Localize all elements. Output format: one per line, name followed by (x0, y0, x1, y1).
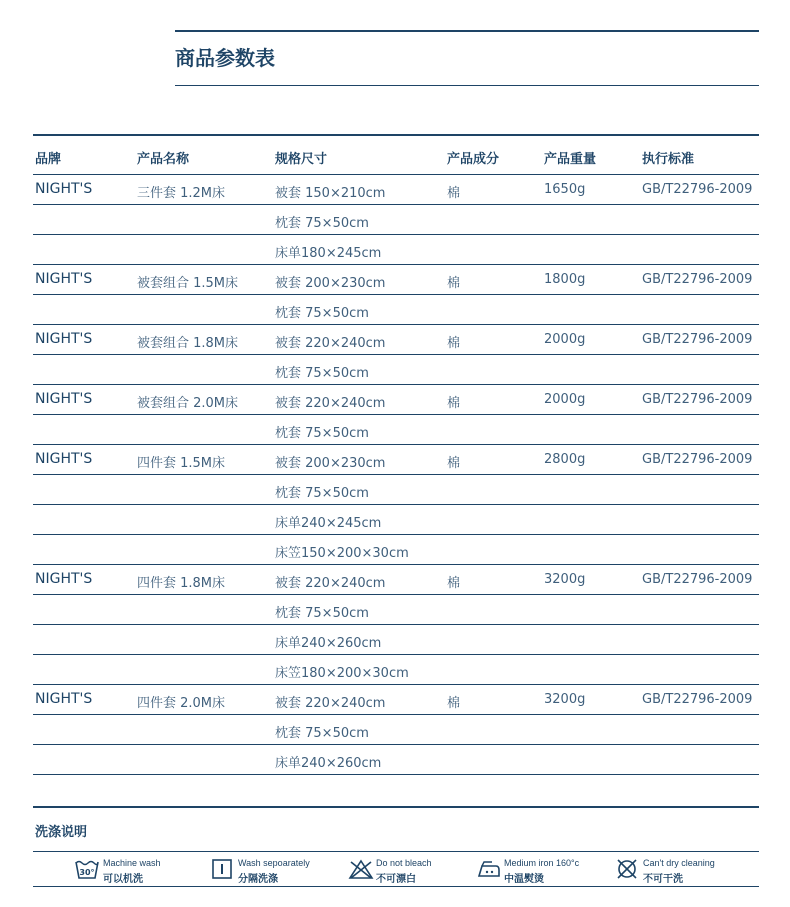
cell-product-name: 三件套 1.2M床 (137, 186, 226, 201)
cell-weight: 2000g (544, 332, 586, 347)
cell-product-name: 被套组合 1.8M床 (137, 336, 239, 351)
cell-size: 被套 220×240cm (275, 696, 386, 711)
cell-weight: 3200g (544, 572, 586, 587)
table-row (33, 685, 759, 715)
cell-brand: NIGHT'S (35, 271, 93, 287)
cell-weight: 2000g (544, 392, 586, 407)
cell-standard: GB/T22796-2009 (642, 332, 753, 347)
cell-size: 被套 200×230cm (275, 456, 386, 471)
cell-standard: GB/T22796-2009 (642, 182, 753, 197)
header-standard: 执行标准 (642, 152, 695, 167)
cell-standard: GB/T22796-2009 (642, 272, 753, 287)
cell-size: 床单240×260cm (275, 756, 382, 771)
cell-product-name: 四件套 1.5M床 (137, 456, 226, 471)
table-row (33, 415, 759, 445)
cell-size: 枕套 75×50cm (275, 366, 369, 381)
wash-zh-label: 中温熨烫 (504, 874, 544, 885)
title-bottom-rule (175, 85, 759, 86)
cell-size: 被套 220×240cm (275, 576, 386, 591)
wash-en-label: Medium iron 160°c (504, 858, 580, 868)
cell-weight: 1800g (544, 272, 586, 287)
cell-size: 枕套 75×50cm (275, 606, 369, 621)
machine-wash-30-icon (75, 858, 99, 880)
wash-title: 洗涤说明 (35, 825, 88, 840)
cell-size: 床笠150×200×30cm (275, 546, 409, 561)
washing-instructions (33, 806, 759, 885)
table-row (33, 535, 759, 565)
wash-en-label: Machine wash (103, 858, 161, 868)
header-brand: 品牌 (35, 152, 62, 167)
header-material: 产品成分 (447, 152, 500, 167)
table-row (33, 235, 759, 265)
no-dry-clean-icon (615, 858, 639, 880)
table-row (33, 295, 759, 325)
do-not-bleach-icon (348, 858, 374, 880)
cell-size: 枕套 75×50cm (275, 726, 369, 741)
cell-material: 棉 (447, 576, 461, 591)
wash-separately-icon (210, 858, 234, 880)
cell-material: 棉 (447, 336, 461, 351)
cell-product-name: 四件套 1.8M床 (137, 576, 226, 591)
table-row (33, 325, 759, 355)
cell-size: 枕套 75×50cm (275, 306, 369, 321)
cell-size: 床单180×245cm (275, 246, 382, 261)
cell-material: 棉 (447, 396, 461, 411)
wash-zh-label: 不可漂白 (376, 874, 416, 885)
cell-product-name: 被套组合 1.5M床 (137, 276, 239, 291)
cell-material: 棉 (447, 696, 461, 711)
page-title: 商品参数表 (175, 46, 275, 70)
wash-top-rule (33, 806, 759, 808)
cell-size: 被套 150×210cm (275, 186, 386, 201)
header-product-name: 产品名称 (137, 152, 190, 167)
cell-size: 床单240×260cm (275, 636, 382, 651)
wash-en-label: Can't dry cleaning (643, 858, 715, 868)
wash-mid-rule (33, 851, 759, 852)
cell-size: 被套 200×230cm (275, 276, 386, 291)
table-row (33, 565, 759, 595)
table-row (33, 475, 759, 505)
wash-en-label: Do not bleach (376, 858, 432, 868)
table-row (33, 175, 759, 205)
cell-brand: NIGHT'S (35, 451, 93, 467)
cell-size: 枕套 75×50cm (275, 486, 369, 501)
cell-material: 棉 (447, 456, 461, 471)
wash-temp-label: 30° (79, 868, 95, 877)
cell-brand: NIGHT'S (35, 391, 93, 407)
cell-weight: 3200g (544, 692, 586, 707)
table-row (33, 505, 759, 535)
cell-weight: 1650g (544, 182, 586, 197)
cell-size: 床笠180×200×30cm (275, 666, 409, 681)
table-body (33, 175, 759, 775)
cell-product-name: 被套组合 2.0M床 (137, 396, 239, 411)
cell-standard: GB/T22796-2009 (642, 692, 753, 707)
table-row (33, 205, 759, 235)
table-row (33, 745, 759, 775)
cell-material: 棉 (447, 276, 461, 291)
cell-brand: NIGHT'S (35, 181, 93, 197)
parameter-table (33, 134, 759, 775)
cell-size: 枕套 75×50cm (275, 426, 369, 441)
cell-standard: GB/T22796-2009 (642, 392, 753, 407)
table-row (33, 265, 759, 295)
cell-weight: 2800g (544, 452, 586, 467)
cell-size: 枕套 75×50cm (275, 216, 369, 231)
wash-zh-label: 不可干洗 (643, 874, 683, 885)
cell-size: 床单240×245cm (275, 516, 382, 531)
wash-zh-label: 可以机洗 (103, 874, 143, 885)
wash-bottom-rule (33, 886, 759, 887)
wash-zh-label: 分隔洗涤 (238, 874, 278, 885)
cell-size: 被套 220×240cm (275, 396, 386, 411)
header-size: 规格尺寸 (275, 152, 328, 167)
medium-iron-icon (476, 858, 502, 880)
table-header (33, 136, 759, 175)
cell-material: 棉 (447, 186, 461, 201)
cell-brand: NIGHT'S (35, 571, 93, 587)
cell-brand: NIGHT'S (35, 331, 93, 347)
cell-size: 被套 220×240cm (275, 336, 386, 351)
cell-product-name: 四件套 2.0M床 (137, 696, 226, 711)
cell-standard: GB/T22796-2009 (642, 572, 753, 587)
cell-brand: NIGHT'S (35, 691, 93, 707)
title-block (175, 30, 759, 72)
wash-en-label: Wash sepoarately (238, 858, 310, 868)
header-weight: 产品重量 (544, 152, 597, 167)
cell-standard: GB/T22796-2009 (642, 452, 753, 467)
title-top-rule (175, 30, 759, 32)
table-row (33, 595, 759, 625)
table-row (33, 385, 759, 415)
table-row (33, 445, 759, 475)
table-row (33, 715, 759, 745)
table-row (33, 655, 759, 685)
table-row (33, 355, 759, 385)
table-row (33, 625, 759, 655)
